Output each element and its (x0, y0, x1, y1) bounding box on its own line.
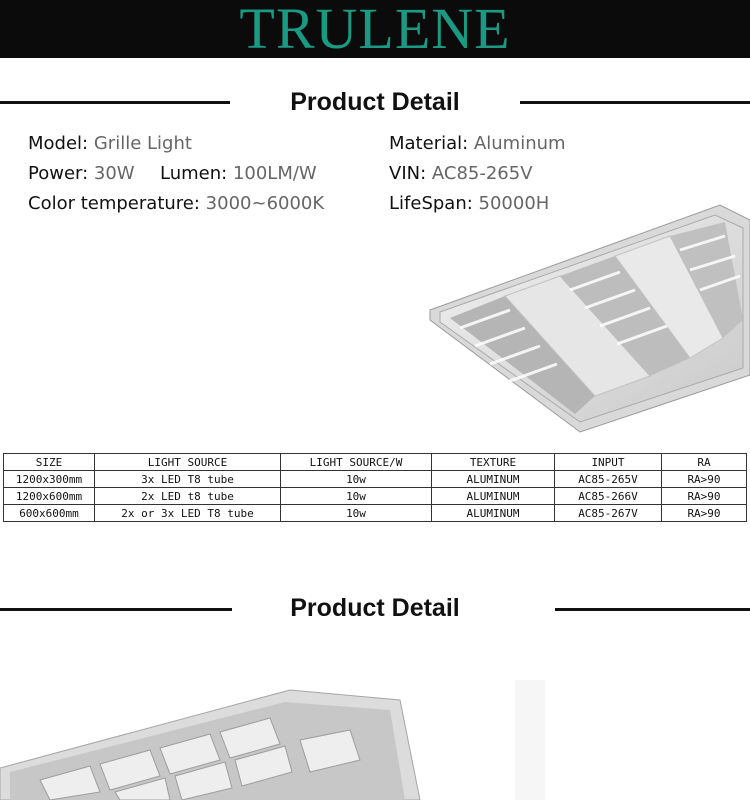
table-row (4, 471, 747, 488)
table-cell: ALUMINUM (432, 488, 555, 505)
spec-value: 50000H (478, 193, 550, 214)
spec-value: Aluminum (473, 133, 566, 154)
column-header: INPUT (555, 454, 662, 471)
column-header: TEXTURE (432, 454, 555, 471)
table-cell: 10w (281, 471, 432, 488)
spec-value: AC85-265V (431, 163, 533, 184)
spec-label: VIN: (389, 163, 427, 184)
spec-power (28, 163, 135, 184)
spec-lumen (160, 163, 317, 184)
spec-label: Power: (28, 163, 89, 184)
table-cell: ALUMINUM (432, 505, 555, 522)
spec-material (389, 133, 566, 154)
table-cell: ALUMINUM (432, 471, 555, 488)
spec-value: 100LM/W (232, 163, 317, 184)
brand-banner (0, 0, 750, 61)
spec-label: Color temperature: (28, 193, 200, 214)
table-cell: AC85-265V (555, 471, 662, 488)
table-cell: AC85-266V (555, 488, 662, 505)
table-cell: RA>90 (662, 505, 747, 522)
spec-label: Lumen: (160, 163, 228, 184)
table-cell: RA>90 (662, 488, 747, 505)
spec-vin (389, 163, 533, 184)
spec-label: Material: (389, 133, 469, 154)
table-cell: 2x LED t8 tube (95, 488, 281, 505)
table-cell: 2x or 3x LED T8 tube (95, 505, 281, 522)
table-cell: RA>90 (662, 471, 747, 488)
spec-value: 3000~6000K (205, 193, 325, 214)
column-header: LIGHT SOURCE/W (281, 454, 432, 471)
table-cell: 3x LED T8 tube (95, 471, 281, 488)
section-rule-right (555, 608, 750, 611)
column-header: LIGHT SOURCE (95, 454, 281, 471)
table-cell: 10w (281, 488, 432, 505)
spec-value: Grille Light (93, 133, 192, 154)
grille-light-closeup-photo (0, 680, 750, 800)
table-cell: AC85-267V (555, 505, 662, 522)
column-header: SIZE (4, 454, 95, 471)
table-row (4, 505, 747, 522)
spec-table (3, 453, 747, 522)
brand-logo: TRULENE (239, 0, 511, 61)
spec-color-temperature (28, 193, 324, 214)
section-rule-right (520, 101, 750, 104)
section-title: Product Detail (290, 88, 460, 116)
grille-light-panel-photo (425, 200, 750, 435)
spec-model (28, 133, 192, 154)
column-header: RA (662, 454, 747, 471)
table-cell: 1200x300mm (4, 471, 95, 488)
table-cell: 10w (281, 505, 432, 522)
spec-label: LifeSpan: (389, 193, 473, 214)
section-title: Product Detail (290, 594, 460, 622)
table-cell: 600x600mm (4, 505, 95, 522)
table-row (4, 488, 747, 505)
table-header-row (4, 454, 747, 471)
table-cell: 1200x600mm (4, 488, 95, 505)
spec-value: 30W (93, 163, 135, 184)
spec-label: Model: (28, 133, 89, 154)
